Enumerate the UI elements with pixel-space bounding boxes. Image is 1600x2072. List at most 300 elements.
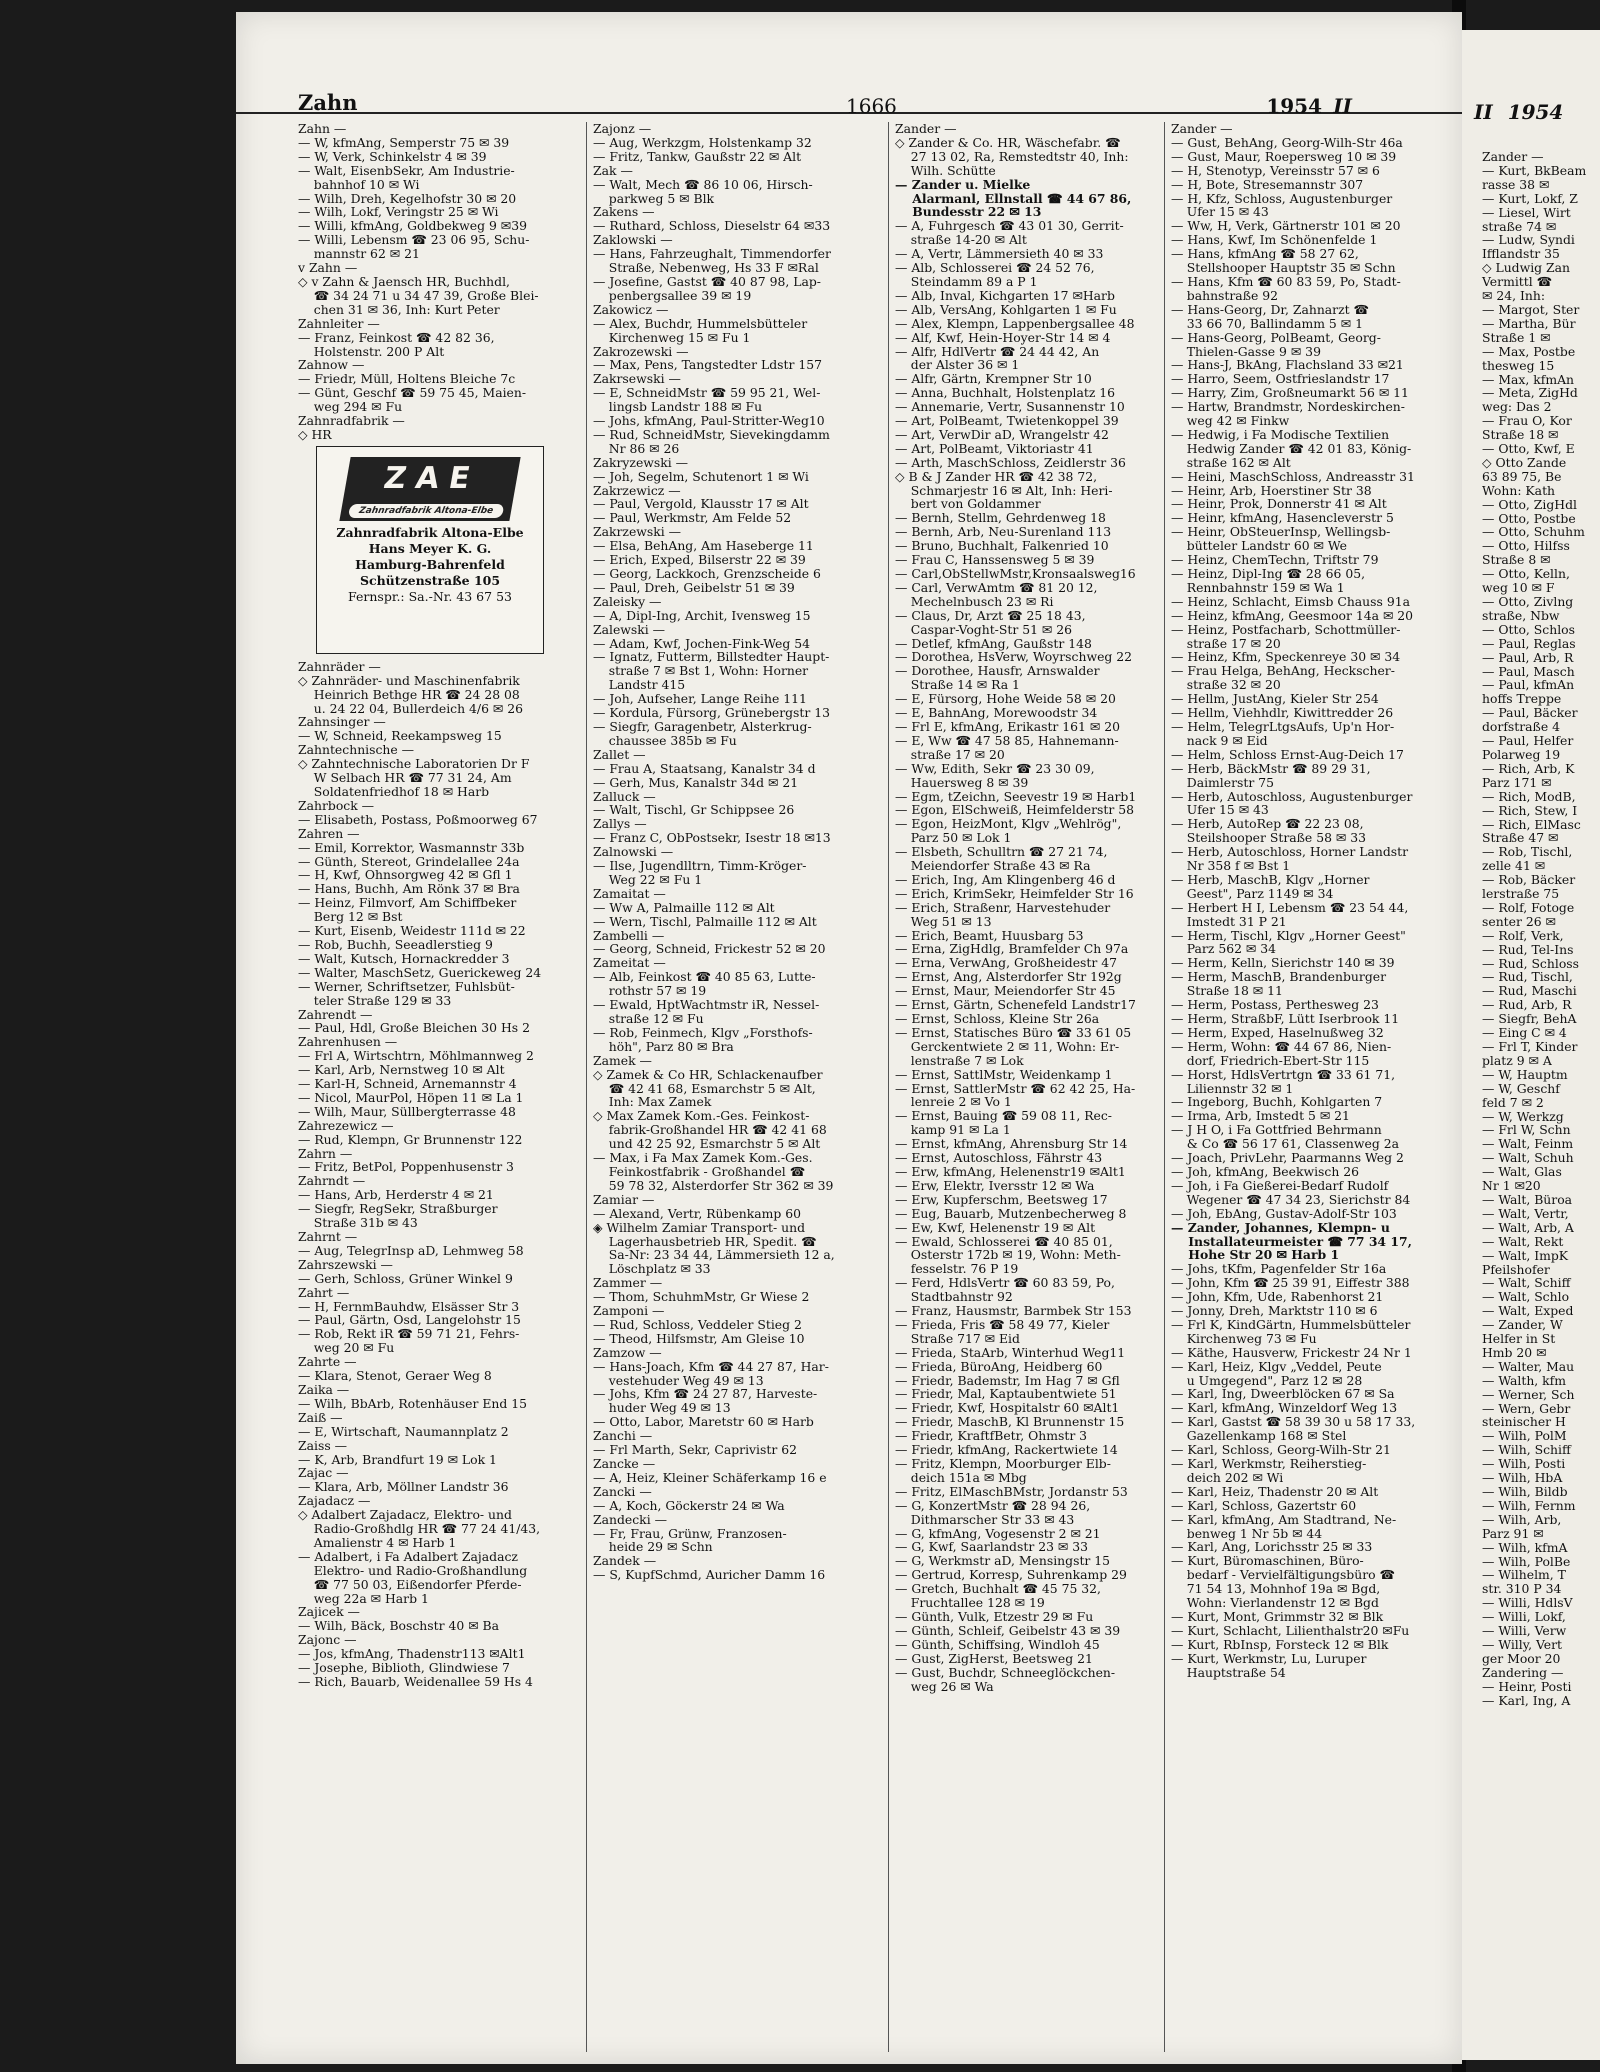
directory-entry: — A, Koch, Göckerstr 24 ✉ Wa xyxy=(593,1497,785,1513)
directory-entry: — Detlef, kfmAng, Gaußstr 148 xyxy=(895,635,1092,651)
directory-entry: — Günth, Schleif, Geibelstr 43 ✉ 39 xyxy=(895,1622,1121,1638)
directory-entry: — Jos, kfmAng, Thadenstr113 ✉Alt1 xyxy=(298,1646,526,1662)
directory-entry: ◇ Zahntechnische Laboratorien Dr F W Selbach HR ☎ 77 31 24, Am Soldatenfriedhof 18 ✉ Harb xyxy=(298,756,530,799)
zahnradfabrik-advertisement xyxy=(316,446,544,654)
directory-entry: — Günth, Schiffsing, Windloh 45 xyxy=(895,1636,1100,1652)
directory-entry: — Max, i Fa Max Zamek Kom.-Ges. Feinkostfabrik - Großhandel ☎ 59 78 32, Alsterdorfer Str 362 ✉ 39 xyxy=(593,1150,834,1193)
directory-entry: — Siegfr, Garagenbetr, Alsterkrug- chaussee 385b ✉ Fu xyxy=(593,718,812,748)
surname-heading: Zaiß — xyxy=(298,1409,343,1425)
adjacent-page-line: lerstraße 75 xyxy=(1482,886,1560,902)
surname-heading: Zanchi — xyxy=(593,1428,653,1444)
directory-entry: — E, Wirtschaft, Naumannplatz 2 xyxy=(298,1423,509,1439)
directory-entry: — Alb, VersAng, Kohlgarten 1 ✉ Fu xyxy=(895,301,1117,317)
directory-entry: — Franz, Feinkost ☎ 42 82 36, Holstenstr. 200 P Alt xyxy=(298,329,495,359)
adjacent-page-line: ◇ Ludwig Zan xyxy=(1482,260,1571,276)
surname-heading: Zaika — xyxy=(298,1381,350,1397)
directory-entry: — Annemarie, Vertr, Susannenstr 10 xyxy=(895,399,1125,415)
header-year: 1954 xyxy=(1266,94,1322,118)
directory-entry: — Zander u. Mielke Alarmanl, Ellnstall ☎ 44 67 86, Bundesstr 22 ✉ 13 xyxy=(895,176,1132,220)
directory-entry: ◇ HR xyxy=(298,426,332,442)
directory-entry: — Gust, Buchdr, Schneeglöckchen- weg 26 ✉ Wa xyxy=(895,1664,1116,1694)
directory-entry: — Erw, Elektr, Iversstr 12 ✉ Wa xyxy=(895,1177,1095,1193)
directory-entry: ◇ Zander & Co. HR, Wäschefabr. ☎ 27 13 02, Ra, Remstedtstr 40, Inh: Wilh. Schütte xyxy=(895,134,1129,178)
adjacent-page-line: Straße 18 ✉ xyxy=(1482,427,1559,443)
adjacent-page-line: — Walt, Schiff xyxy=(1482,1275,1571,1291)
directory-entry: — Rud, Klempn, Gr Brunnenstr 122 xyxy=(298,1131,523,1147)
adjacent-page-line: Ifflandstr 35 xyxy=(1482,246,1560,262)
page-number: 1666 xyxy=(846,94,897,118)
surname-heading: Zahnsinger — xyxy=(298,714,386,730)
adjacent-page-line: — Paul, kfmAn xyxy=(1482,677,1575,693)
directory-entry: — Alexand, Vertr, Rübenkamp 60 xyxy=(593,1205,802,1221)
adjacent-page-line: platz 9 ✉ A xyxy=(1482,1052,1552,1068)
surname-heading: Zammer — xyxy=(593,1275,663,1291)
adjacent-page-line: dorfstraße 4 xyxy=(1482,719,1560,735)
surname-heading: Zamzow — xyxy=(593,1344,662,1360)
directory-entry: — Kordula, Fürsorg, Grünebergstr 13 xyxy=(593,705,831,721)
directory-entry: — Hans, Kfm ☎ 60 83 59, Po, Stadt- bahnstraße 92 xyxy=(1171,273,1401,303)
directory-entry: — Ernst, Autoschloss, Fährstr 43 xyxy=(895,1150,1103,1166)
adjacent-page-line: — Frau O, Kor xyxy=(1482,413,1572,429)
directory-entry: — Arth, MaschSchloss, Zeidlerstr 36 xyxy=(895,454,1126,470)
header-volume: II xyxy=(1333,94,1352,118)
adjacent-page-line: rasse 38 ✉ xyxy=(1482,176,1550,192)
directory-entry: — Ernst, Statisches Büro ☎ 33 61 05 Gerckentwiete 2 ✉ 11, Wohn: Er- lenstraße 7 ✉ Lok xyxy=(895,1024,1132,1068)
directory-entry: — A, Vertr, Lämmersieth 40 ✉ 33 xyxy=(895,246,1104,262)
directory-entry: — G, Werkmstr aD, Mensingstr 15 xyxy=(895,1553,1111,1569)
directory-entry: — W, Schneid, Reekampsweg 15 xyxy=(298,728,502,744)
adjacent-page-line: Straße 8 ✉ xyxy=(1482,552,1551,568)
surname-heading: Zakrsewski — xyxy=(593,371,681,387)
directory-entry: — Friedr, Kwf, Hospitalstr 60 ✉Alt1 xyxy=(895,1400,1120,1416)
adjacent-page-line: Polarweg 19 xyxy=(1482,746,1561,762)
directory-entry: — Art, PolBeamt, Twietenkoppel 39 xyxy=(895,413,1119,429)
directory-entry: — Gust, ZigHerst, Beetsweg 21 xyxy=(895,1650,1093,1666)
directory-entry: — Bernh, Arb, Neu-Surenland 113 xyxy=(895,524,1112,540)
adjacent-page-line: — Walt, Arb, A xyxy=(1482,1219,1574,1235)
surname-heading: Zahnleiter — xyxy=(298,315,380,331)
directory-entry: — Ew, Kwf, Helenenstr 19 ✉ Alt xyxy=(895,1219,1096,1235)
directory-entry: — Claus, Dr, Arzt ☎ 25 18 43, Caspar-Voght-Str 51 ✉ 26 xyxy=(895,607,1086,637)
directory-entry: — Frieda, Fris ☎ 58 49 77, Kieler Straße 717 ✉ Eid xyxy=(895,1316,1110,1346)
surname-heading: Zahrendt — xyxy=(298,1006,373,1022)
directory-entry: — Paul, Hdl, Große Bleichen 30 Hs 2 xyxy=(298,1020,530,1036)
logo-letters: ZAE xyxy=(381,460,483,496)
adjacent-page-line: — Otto, Schuhm xyxy=(1482,524,1585,540)
ad-phone: Fernspr.: Sa.-Nr. 43 67 53 xyxy=(348,588,512,604)
adjacent-page-line: — Wilhelm, T xyxy=(1482,1567,1566,1583)
ad-company-name: Zahnradfabrik Altona-Elbe xyxy=(336,524,524,540)
adjacent-page-line: — Paul, Masch xyxy=(1482,663,1575,679)
directory-entry: — Paul, Gärtn, Osd, Langelohstr 15 xyxy=(298,1312,521,1328)
adjacent-page-line: — Margot, Ster xyxy=(1482,301,1580,317)
directory-entry: — Joh, Segelm, Schutenort 1 ✉ Wi xyxy=(593,468,809,484)
adjacent-page-line: — Willi, Verw xyxy=(1482,1623,1567,1639)
surname-heading: Zahrenhusen — xyxy=(298,1034,398,1050)
directory-entry: — Johs, tKfm, Pagenfelder Str 16a xyxy=(1171,1261,1387,1277)
directory-entry: — Heini, MaschSchloss, Andreasstr 31 xyxy=(1171,468,1415,484)
directory-entry: — Frl E, kfmAng, Erikastr 161 ✉ 20 xyxy=(895,718,1120,734)
surname-heading: Zancke — xyxy=(593,1456,656,1471)
surname-heading: Zakrzewicz — xyxy=(593,482,681,498)
surname-heading: Zakowicz — xyxy=(593,301,669,317)
directory-entry: — G, Kwf, Saarlandstr 23 ✉ 33 xyxy=(895,1539,1088,1555)
directory-entry: — Erw, Kupferschm, Beetsweg 17 xyxy=(895,1191,1108,1207)
directory-entry: — Fritz, ElMaschBMstr, Jordanstr 53 xyxy=(895,1483,1128,1499)
surname-heading: Zakrzewski — xyxy=(593,524,682,540)
directory-entry: — Kurt, Büromaschinen, Büro- bedarf - Vervielfältigungsbüro ☎ 71 54 13, Mohnhof 19a ✉ Bgd, Wohn: Vierlandenstr 12 ✉ Bgd xyxy=(1171,1553,1395,1611)
directory-entry: — Herb, Autoschloss, Augustenburger Ufer 15 ✉ 43 xyxy=(1171,788,1413,818)
directory-entry: — Käthe, Hausverw, Frickestr 24 Nr 1 xyxy=(1171,1344,1412,1360)
surname-heading: Zajac — xyxy=(298,1465,349,1481)
directory-entry: — Kurt, Mont, Grimmstr 32 ✉ Blk xyxy=(1171,1608,1384,1624)
adjacent-page-line: — Rich, Stew, I xyxy=(1482,802,1578,818)
surname-heading: Zancki — xyxy=(593,1483,652,1499)
directory-entry: — Hans-J, BkAng, Flachsland 33 ✉21 xyxy=(1171,357,1404,373)
directory-entry: — Herm, MaschB, Brandenburger Straße 18 ✉ 11 xyxy=(1171,969,1387,999)
directory-entry: — Heinr, kfmAng, Hasencleverstr 5 xyxy=(1171,510,1394,526)
directory-entry: — Gertrud, Korresp, Suhrenkamp 29 xyxy=(895,1567,1127,1583)
directory-entry: — Wilh, Maur, Süllbergterrasse 48 xyxy=(298,1103,516,1119)
directory-entry: — Alb, Inval, Kichgarten 17 ✉Harb xyxy=(895,287,1115,303)
zae-logo xyxy=(339,457,520,521)
directory-entry: — Harry, Zim, Großneumarkt 56 ✉ 11 xyxy=(1171,385,1409,401)
adjacent-page-line: Parz 171 ✉ xyxy=(1482,774,1552,790)
surname-heading: Zahrt — xyxy=(298,1284,350,1300)
directory-entry: — W, Verk, Schinkelstr 4 ✉ 39 xyxy=(298,148,487,164)
adjacent-page-line: — Zander, W xyxy=(1482,1317,1563,1333)
adjacent-page-line: — Wilh, PolM xyxy=(1482,1428,1567,1444)
adjacent-page-line: Pfeilshofer xyxy=(1482,1261,1550,1277)
directory-entry: — Friedr, Bademstr, Im Hag 7 ✉ Gfl xyxy=(895,1372,1120,1388)
directory-entry: — Art, PolBeamt, Viktoriastr 41 xyxy=(895,440,1094,456)
directory-entry: — Ww, Edith, Sekr ☎ 23 30 09, Hauersweg 8 ✉ 39 xyxy=(895,760,1095,790)
directory-entry: — Aug, Werkzgm, Holstenkamp 32 xyxy=(593,134,812,150)
directory-entry: — Hans, Kwf, Im Schönenfelde 1 xyxy=(1171,232,1378,248)
directory-entry: — Alb, Feinkost ☎ 40 85 63, Lutte- rothstr 57 ✉ 19 xyxy=(593,969,816,999)
directory-entry: — Friedr, Müll, Holtens Bleiche 7c xyxy=(298,371,516,387)
adjacent-page-line: — Willi, HdlsV xyxy=(1482,1595,1573,1611)
adjacent-page-line: — Walt, Feinm xyxy=(1482,1136,1574,1152)
directory-entry: — Walt, Tischl, Gr Schippsee 26 xyxy=(593,802,795,818)
adjacent-page-line: Zandering — xyxy=(1482,1664,1564,1680)
directory-entry: — K, Arb, Brandfurt 19 ✉ Lok 1 xyxy=(298,1451,497,1467)
adjacent-page-line: feld 7 ✉ 2 xyxy=(1482,1094,1544,1110)
surname-heading: Zahren — xyxy=(298,825,360,841)
directory-entry: — Heinr, ObSteuerInsp, Wellingsb- bütteler Landstr 60 ✉ We xyxy=(1171,524,1391,554)
directory-entry: — Elisabeth, Postass, Poßmoorweg 67 xyxy=(298,811,538,827)
surname-heading: Zajonz — xyxy=(593,122,652,136)
directory-entry: — Ingeborg, Buchh, Kohlgarten 7 xyxy=(1171,1094,1383,1110)
directory-entry: — Josefine, Gastst ☎ 40 87 98, Lap- penbergsallee 39 ✉ 19 xyxy=(593,273,821,303)
directory-entry: — Hedwig, i Fa Modische Textilien Hedwig Zander ☎ 42 01 83, König- straße 162 ✉ Alt xyxy=(1171,426,1412,470)
directory-entry: ◇ B & J Zander HR ☎ 42 38 72, Schmarjestr 16 ✉ Alt, Inh: Heri- bert von Goldammer xyxy=(895,468,1113,512)
directory-entry: — Paul, Werkmstr, Am Felde 52 xyxy=(593,510,792,526)
adjacent-page-line: zelle 41 ✉ xyxy=(1482,858,1546,874)
adjacent-page-line: Straße 1 ✉ xyxy=(1482,329,1551,345)
directory-entry: — Herb, BäckMstr ☎ 89 29 31, Daimlerstr 75 xyxy=(1171,760,1371,790)
directory-entry: — Emil, Korrektor, Wasmannstr 33b xyxy=(298,839,525,855)
adjacent-page-line: ger Moor 20 xyxy=(1482,1650,1561,1666)
directory-entry: — Herb, AutoRep ☎ 22 23 08, Steilshooper Straße 58 ✉ 33 xyxy=(1171,816,1366,846)
directory-entry: — Frl Marth, Sekr, Caprivistr 62 xyxy=(593,1442,797,1458)
adjacent-page-line: — Paul, Bäcker xyxy=(1482,705,1578,721)
adjacent-page-line: — Heinr, Posti xyxy=(1482,1678,1572,1694)
directory-entry: — E, BahnAng, Morewoodstr 34 xyxy=(895,705,1098,721)
adjacent-page-line: — W, Geschf xyxy=(1482,1080,1560,1096)
adjacent-page-line: senter 26 ✉ xyxy=(1482,913,1556,929)
adjacent-page-line: — Otto, Postbe xyxy=(1482,510,1576,526)
surname-heading: Zakrozewski — xyxy=(593,343,689,359)
directory-entry: ◇ Zamek & Co HR, Schlackenaufber ☎ 42 41 68, Esmarchstr 5 ✉ Alt, Inh: Max Zamek xyxy=(593,1066,823,1110)
adjacent-page-line: — Walt, Glas xyxy=(1482,1164,1562,1180)
surname-heading: Zahrnt — xyxy=(298,1229,358,1244)
directory-entry: — Helm, TelegrLtgsAufs, Up'n Hor- nack 9 ✉ Eid xyxy=(1171,718,1395,748)
adjacent-page-line: — Walt, Exped xyxy=(1482,1303,1574,1319)
directory-entry: — Erich, Exped, Bilserstr 22 ✉ 39 xyxy=(593,552,806,568)
directory-entry: — Ernst, Schloss, Kleine Str 26a xyxy=(895,1011,1100,1026)
directory-entry: — Erna, ZigHdlg, Bramfelder Ch 97a xyxy=(895,941,1129,957)
directory-entry: — Hartw, Brandmstr, Nordeskirchen- weg 42 ✉ Finkw xyxy=(1171,399,1405,429)
ad-owner: Hans Meyer K. G. xyxy=(368,540,492,556)
adjacent-page-line: — Wilh, Schiff xyxy=(1482,1442,1571,1458)
directory-entry: — Bruno, Buchhalt, Falkenried 10 xyxy=(895,538,1109,554)
adjacent-page-line: — Rud, Schloss xyxy=(1482,955,1579,971)
directory-entry: — Bernh, Stellm, Gehrdenweg 18 xyxy=(895,510,1106,526)
directory-entry: — J H O, i Fa Gottfried Behrmann & Co ☎ 56 17 61, Classenweg 2a xyxy=(1171,1122,1399,1152)
directory-entry: — Elsbeth, Schulltrn ☎ 27 21 74, Meiendorfer Straße 43 ✉ Ra xyxy=(895,844,1108,874)
column-3 xyxy=(888,122,1159,2052)
directory-entry: — Hans-Georg, Dr, Zahnarzt ☎ 33 66 70, Ballindamm 5 ✉ 1 xyxy=(1171,301,1369,331)
adjacent-page-line: — W, Hauptm xyxy=(1482,1066,1568,1082)
directory-entry: — Alex, Buchdr, Hummelsbütteler Kirchenweg 15 ✉ Fu 1 xyxy=(593,315,808,345)
directory-entry: — Josephe, Biblioth, Glindwiese 7 xyxy=(298,1660,510,1676)
surname-heading: Zahrbock — xyxy=(298,797,375,813)
adjacent-page-line: — Meta, ZigHd xyxy=(1482,385,1578,401)
adjacent-page-line: hoffs Treppe xyxy=(1482,691,1562,707)
directory-entry: — Karl, Arb, Nernstweg 10 ✉ Alt xyxy=(298,1062,505,1078)
surname-heading: v Zahn — xyxy=(298,260,358,276)
adjacent-page-line: — W, Werkzg xyxy=(1482,1108,1564,1124)
adjacent-page-line: — Werner, Sch xyxy=(1482,1386,1575,1402)
directory-entry: — Willi, kfmAng, Goldbekweg 9 ✉39 xyxy=(298,218,527,234)
directory-entry: — Ernst, Ang, Alsterdorfer Str 192g xyxy=(895,969,1122,985)
directory-entry: — Elsa, BehAng, Am Haseberge 11 xyxy=(593,538,814,554)
directory-entry: — Kurt, RbInsp, Forsteck 12 ✉ Blk xyxy=(1171,1636,1389,1652)
adjacent-page-line: weg 10 ✉ F xyxy=(1482,580,1555,596)
directory-entry: — Fritz, Tankw, Gaußstr 22 ✉ Alt xyxy=(593,148,802,164)
directory-entry: — Fritz, BetPol, Poppenhusenstr 3 xyxy=(298,1159,514,1175)
adjacent-page-line: — Walt, ImpK xyxy=(1482,1247,1569,1263)
directory-entry: — Karl, Werkmstr, Reiherstieg- deich 202 ✉ Wi xyxy=(1171,1456,1367,1485)
surname-heading: Zamek — xyxy=(593,1052,652,1068)
directory-entry: — Joh, kfmAng, Beekwisch 26 xyxy=(1171,1163,1360,1179)
adjacent-page-line: — Wilh, Posti xyxy=(1482,1456,1566,1472)
directory-entry: — Hans, Arb, Herderstr 4 ✉ 21 xyxy=(298,1187,494,1203)
directory-entry: — Paul, Vergold, Klausstr 17 ✉ Alt xyxy=(593,496,809,512)
surname-heading: Zamponi — xyxy=(593,1303,665,1319)
next-header-volume: II xyxy=(1474,100,1493,124)
surname-heading: Zameitat — xyxy=(593,955,666,971)
directory-entry: — Heinr, Arb, Hoerstiner Str 38 xyxy=(1171,482,1372,498)
surname-heading: Zallys — xyxy=(593,816,647,832)
directory-entry: — Frieda, BüroAng, Heidberg 60 xyxy=(895,1358,1103,1374)
directory-entry: — Erich, Beamt, Huusbarg 53 xyxy=(895,927,1084,943)
directory-entry: — Alex, Klempn, Lappenbergsallee 48 xyxy=(895,315,1135,331)
directory-entry: — Herm, Kelln, Sierichstr 140 ✉ 39 xyxy=(1171,955,1395,971)
adjacent-page-line: straße 74 ✉ xyxy=(1482,218,1557,234)
directory-entry: — Hans, kfmAng ☎ 58 27 62, Stellshooper Hauptstr 35 ✉ Schn xyxy=(1171,246,1396,276)
directory-entry: — Frau C, Hanssensweg 5 ✉ 39 xyxy=(895,552,1095,568)
directory-entry: — Gust, BehAng, Georg-Wilh-Str 46a xyxy=(1171,134,1403,150)
directory-entry: — Hans, Buchh, Am Rönk 37 ✉ Bra xyxy=(298,881,520,897)
adjacent-page-line: — Eing C ✉ 4 xyxy=(1482,1025,1567,1041)
adjacent-page-line: — Rud, Tischl, xyxy=(1482,969,1573,985)
directory-entry: ◇ Adalbert Zajadacz, Elektro- und Radio-Großhdlg HR ☎ 77 24 41/43, Amalienstr 4 ✉ Harb 1 xyxy=(298,1507,541,1550)
adjacent-page-line: — Wilh, Bildb xyxy=(1482,1484,1568,1499)
directory-entry: — Ernst, Gärtn, Schenefeld Landstr17 xyxy=(895,997,1136,1013)
adjacent-page-line: — Paul, Helfer xyxy=(1482,733,1574,749)
directory-entry: — Ernst, Bauing ☎ 59 08 11, Rec- kamp 91 ✉ La 1 xyxy=(895,1108,1112,1138)
directory-entry: — Harro, Seem, Ostfrieslandstr 17 xyxy=(1171,371,1390,387)
directory-entry: — G, kfmAng, Vogesenstr 2 ✉ 21 xyxy=(895,1525,1101,1541)
adjacent-page-line: — Willi, Lokf, xyxy=(1482,1609,1566,1625)
directory-entry: — Heinz, Postfacharb, Schottmüller- straße 17 ✉ 20 xyxy=(1171,621,1401,651)
directory-entry: — Walt, Mech ☎ 86 10 06, Hirsch- parkweg 5 ✉ Blk xyxy=(593,176,813,206)
column-4 xyxy=(1164,122,1431,2052)
adjacent-page-line: Hmb 20 ✉ xyxy=(1482,1344,1547,1360)
surname-heading: Zambelli — xyxy=(593,927,665,943)
directory-page xyxy=(236,12,1462,2064)
directory-entry: — E, SchneidMstr ☎ 59 95 21, Wel- lingsb Landstr 188 ✉ Fu xyxy=(593,385,821,415)
adjacent-page-line: — Otto, Zivlng xyxy=(1482,594,1574,609)
surname-heading: Zaiss — xyxy=(298,1437,348,1453)
directory-entry: — Frl K, KindGärtn, Hummelsbütteler Kirchenweg 73 ✉ Fu xyxy=(1171,1316,1411,1346)
directory-entry: — Frau Helga, BehAng, Heckscher- straße 32 ✉ 20 xyxy=(1171,663,1395,693)
adjacent-page-line: — Walt, Büroa xyxy=(1482,1191,1573,1207)
surname-heading: Zamaitat — xyxy=(593,885,666,901)
directory-entry: — Alb, Schlosserei ☎ 24 52 76, Steindamm 89 a P 1 xyxy=(895,260,1095,289)
directory-entry: — Nicol, MaurPol, Höpen 11 ✉ La 1 xyxy=(298,1089,524,1105)
directory-entry: — Fr, Frau, Grünw, Franzosen- heide 29 ✉ Schn xyxy=(593,1525,787,1555)
directory-entry: — Carl,ObStellwMstr,Kronsaalsweg16 xyxy=(895,566,1136,581)
surname-heading: Zahntechnische — xyxy=(298,742,415,758)
page-header xyxy=(236,72,1462,118)
directory-entry: — Frieda, StaArb, Winterhud Weg11 xyxy=(895,1344,1126,1360)
surname-heading: Zahnradfabrik — xyxy=(298,413,405,429)
logo-subtitle: Zahnradfabrik Altona-Elbe xyxy=(348,504,504,518)
directory-entry: — A, Fuhrgesch ☎ 43 01 30, Gerrit- straße 14-20 ✉ Alt xyxy=(895,218,1124,248)
adjacent-page-line: — Walter, Mau xyxy=(1482,1358,1575,1374)
directory-entry: — Herm, Postass, Perthesweg 23 xyxy=(1171,997,1379,1013)
directory-entry: — Eug, Bauarb, Mutzenbecherweg 8 xyxy=(895,1205,1127,1221)
directory-entry: — Aug, TelegrInsp aD, Lehmweg 58 xyxy=(298,1242,524,1258)
directory-entry: — Wilh, Dreh, Kegelhofstr 30 ✉ 20 xyxy=(298,190,517,206)
directory-entry: — Werner, Schriftsetzer, Fuhlsbüt- teler Straße 129 ✉ 33 xyxy=(298,978,515,1008)
adjacent-page-line: straße, Nbw xyxy=(1482,607,1560,623)
directory-entry: — Carl, VerwAmtm ☎ 81 20 12, Mechelnbusch 23 ✉ Ri xyxy=(895,579,1098,609)
directory-entry: — John, Kfm ☎ 25 39 91, Eiffestr 388 xyxy=(1171,1275,1410,1291)
directory-entry: — Johs, Kfm ☎ 24 27 87, Harveste- huder Weg 49 ✉ 13 xyxy=(593,1386,818,1416)
directory-entry: — Ernst, SattlMstr, Weidenkamp 1 xyxy=(895,1066,1113,1082)
directory-entry: — Joh, EbAng, Gustav-Adolf-Str 103 xyxy=(1171,1205,1397,1221)
directory-entry: — Franz C, ObPostsekr, Isestr 18 ✉13 xyxy=(593,830,831,846)
adjacent-page-line: — Kurt, BkBeam xyxy=(1482,162,1587,178)
directory-entry: — Zander, Johannes, Klempn- u Installateurmeister ☎ 77 34 17, Hohe Str 20 ✉ Harb 1 xyxy=(1171,1219,1412,1263)
directory-entry: — W, kfmAng, Semperstr 75 ✉ 39 xyxy=(298,134,510,150)
adjacent-page-line: — Rud, Maschi xyxy=(1482,983,1577,999)
adjacent-page-line: — Liesel, Wirt xyxy=(1482,204,1571,220)
directory-entry: — Ilse, Jugendlltrn, Timm-Kröger- Weg 22 ✉ Fu 1 xyxy=(593,858,807,887)
directory-entry: — Heinz, ChemTechn, Triftstr 79 xyxy=(1171,552,1379,568)
adjacent-page-line: — Rolf, Fotoge xyxy=(1482,899,1575,915)
directory-entry: — Klara, Arb, Möllner Landstr 36 xyxy=(298,1479,509,1495)
directory-entry: ◈ Wilhelm Zamiar Transport- und Lagerhausbetrieb HR, Spedit. ☎ Sa-Nr: 23 34 44, Lämmersieth 12 a, Löschplatz ✉ 33 xyxy=(593,1219,835,1277)
adjacent-page-line: — Max, kfmAn xyxy=(1482,371,1575,387)
directory-entry: — Joh, i Fa Gießerei-Bedarf Rudolf Wegener ☎ 47 34 23, Sierichstr 84 xyxy=(1171,1177,1411,1207)
directory-entry: — Dorothea, HsVerw, Woyrschweg 22 xyxy=(895,649,1133,665)
directory-entry: — Ewald, HptWachtmstr iR, Nessel- straße 12 ✉ Fu xyxy=(593,997,820,1026)
directory-entry: — H, Bote, Stresemannstr 307 xyxy=(1171,176,1364,192)
directory-entry: — Anna, Buchhalt, Holstenplatz 16 xyxy=(895,385,1116,401)
directory-entry: — Wilh, BbArb, Rotenhäuser End 15 xyxy=(298,1395,527,1411)
directory-entry: — Art, VerwDir aD, Wrangelstr 42 xyxy=(895,426,1109,442)
adjacent-page-line: — Rob, Tischl, xyxy=(1482,844,1573,860)
adjacent-page-line: — Walt, Rekt xyxy=(1482,1233,1564,1249)
directory-entry: — Karl, Schloss, Gazertstr 60 xyxy=(1171,1497,1357,1513)
directory-entry: — Heinz, kfmAng, Geesmoor 14a ✉ 20 xyxy=(1171,607,1414,623)
directory-entry: — Ernst, Maur, Meiendorfer Str 45 xyxy=(895,983,1116,999)
directory-entry: — Otto, Labor, Maretstr 60 ✉ Harb xyxy=(593,1414,814,1430)
directory-entry: — Günth, Vulk, Etzestr 29 ✉ Fu xyxy=(895,1608,1094,1624)
directory-entry: — Egon, ElSchweiß, Heimfelderstr 58 xyxy=(895,802,1134,818)
directory-entry: — Rob, Buchh, Seeadlerstieg 9 xyxy=(298,936,493,952)
directory-entry: — Karl, Heiz, Klgv „Veddel, Peute u Umgegend", Parz 12 ✉ 28 xyxy=(1171,1358,1382,1388)
directory-entry: — G, KonzertMstr ☎ 28 94 26, Dithmarscher Str 33 ✉ 43 xyxy=(895,1497,1091,1527)
directory-entry: — Theod, Hilfsmstr, Am Gleise 10 xyxy=(593,1330,805,1346)
adjacent-page-line: — Otto, Schlos xyxy=(1482,621,1575,637)
directory-entry: — Günth, Stereot, Grindelallee 24a xyxy=(298,853,520,869)
directory-entry: — Hellm, JustAng, Kieler Str 254 xyxy=(1171,691,1379,707)
directory-entry: — Gust, Maur, Roepersweg 10 ✉ 39 xyxy=(1171,148,1397,164)
ad-city: Hamburg-Bahrenfeld xyxy=(355,556,505,572)
adjacent-page-line: — Walt, Vertr, xyxy=(1482,1205,1569,1221)
surname-heading: Zaleisky — xyxy=(593,593,662,609)
surname-heading: Zahrndt — xyxy=(298,1173,366,1189)
surname-heading: Zahnräder — xyxy=(298,658,381,674)
adjacent-page-line: — Rich, Arb, K xyxy=(1482,760,1575,776)
directory-entry: — Karl, Gastst ☎ 58 39 30 u 58 17 33, Gazellenkamp 168 ✉ Stel xyxy=(1171,1414,1416,1444)
directory-entry: — Franz, Hausmstr, Barmbek Str 153 xyxy=(895,1303,1132,1319)
adjacent-page-line: — Walt, Schlo xyxy=(1482,1289,1570,1305)
directory-entry: — Irma, Arb, Imstedt 5 ✉ 21 xyxy=(1171,1108,1350,1124)
surname-heading: Zahn — xyxy=(298,122,347,136)
adjacent-page-line: — Paul, Arb, R xyxy=(1482,649,1574,665)
surname-heading: Zaklowski — xyxy=(593,232,673,248)
adjacent-page-text xyxy=(1482,150,1586,1708)
adjacent-page-line: weg: Das 2 xyxy=(1482,399,1552,415)
directory-entry: — Georg, Lackkoch, Grenzscheide 6 xyxy=(593,566,821,581)
directory-entry: — Rich, Bauarb, Weidenallee 59 Hs 4 xyxy=(298,1674,533,1689)
directory-entry: — Günt, Geschf ☎ 59 75 45, Maien- weg 294 ✉ Fu xyxy=(298,385,527,415)
directory-entry: — Fritz, Klempn, Moorburger Elb- deich 151a ✉ Mbg xyxy=(895,1456,1111,1485)
directory-entry: — Karl, Ang, Lorichsstr 25 ✉ 33 xyxy=(1171,1539,1373,1555)
directory-entry: — Thom, SchuhmMstr, Gr Wiese 2 xyxy=(593,1289,810,1305)
directory-entry: — Walter, MaschSetz, Guerickeweg 24 xyxy=(298,964,542,980)
directory-entry: — Karl, Ing, Dweerblöcken 67 ✉ Sa xyxy=(1171,1386,1395,1402)
adjacent-page-edge xyxy=(1462,30,1600,2060)
surname-heading: Zahrte — xyxy=(298,1354,357,1370)
